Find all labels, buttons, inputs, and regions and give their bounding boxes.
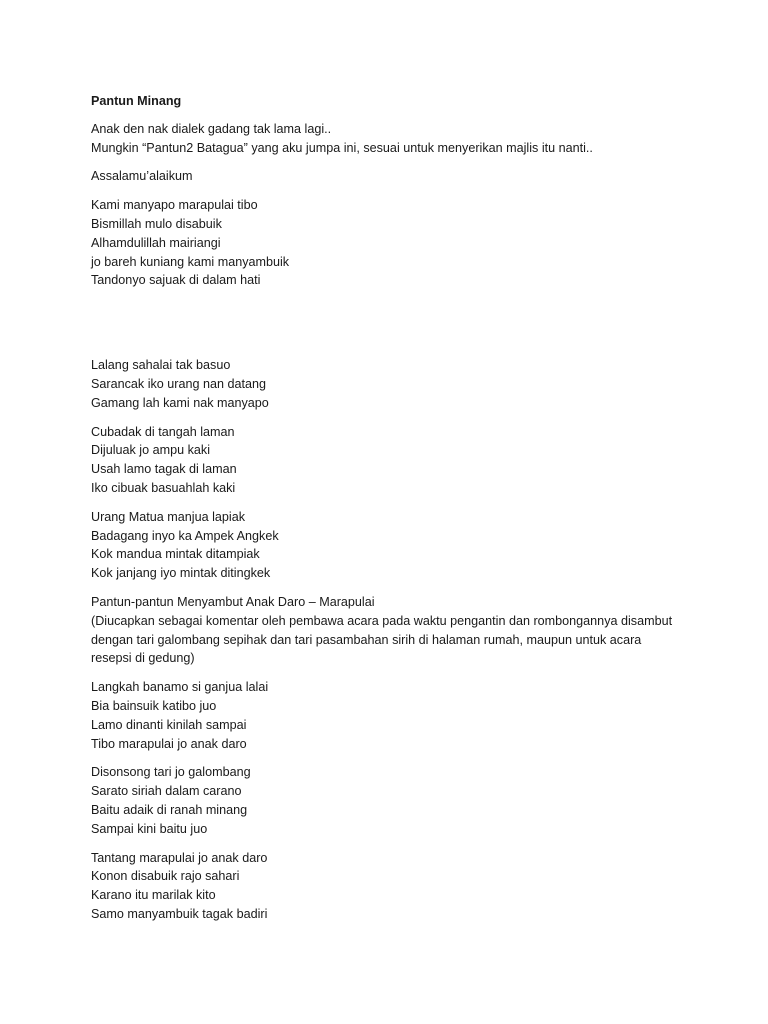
stanza-line: Kok janjang iyo mintak ditingkek xyxy=(91,566,271,581)
intro-line: Anak den nak dialek gadang tak lama lagi.. xyxy=(91,121,332,136)
document-body xyxy=(91,92,681,934)
stanza-4 xyxy=(91,508,681,583)
stanza-line: Tibo marapulai jo anak daro xyxy=(91,736,247,751)
stanza-line: Urang Matua manjua lapiak xyxy=(91,509,246,524)
section-heading: Pantun-pantun Menyambut Anak Daro – Marapulai xyxy=(91,594,375,609)
stanza-3 xyxy=(91,423,681,498)
blank-space xyxy=(91,300,681,356)
stanza-line: Cubadak di tangah laman xyxy=(91,424,235,439)
stanza-line: Baitu adaik di ranah minang xyxy=(91,802,248,817)
stanza-7 xyxy=(91,849,681,924)
section-note-line: resepsi di gedung) xyxy=(91,651,195,666)
stanza-line: Lalang sahalai tak basuo xyxy=(91,358,231,373)
stanza-line: Lamo dinanti kinilah sampai xyxy=(91,717,247,732)
greeting-paragraph xyxy=(91,167,681,186)
stanza-line: Samo manyambuik tagak badiri xyxy=(91,906,268,921)
stanza-6 xyxy=(91,763,681,838)
stanza-line: Bia bainsuik katibo juo xyxy=(91,698,217,713)
stanza-line: Disonsong tari jo galombang xyxy=(91,765,251,780)
stanza-line: Karano itu marilak kito xyxy=(91,888,216,903)
stanza-line: Kami manyapo marapulai tibo xyxy=(91,198,258,213)
stanza-line: Usah lamo tagak di laman xyxy=(91,462,237,477)
intro-paragraph xyxy=(91,120,681,158)
stanza-line: Alhamdulillah mairiangi xyxy=(91,235,221,250)
stanza-2 xyxy=(91,356,681,412)
stanza-line: Tantang marapulai jo anak daro xyxy=(91,850,268,865)
section-intro xyxy=(91,593,681,668)
greeting-text: Assalamu’alaikum xyxy=(91,169,193,184)
stanza-5 xyxy=(91,678,681,753)
stanza-line: Langkah banamo si ganjua lalai xyxy=(91,680,269,695)
stanza-1 xyxy=(91,196,681,290)
stanza-line: Konon disabuik rajo sahari xyxy=(91,869,240,884)
section-note-line: dengan tari galombang sepihak dan tari pasambahan sirih di halaman rumah, maupun untuk acara xyxy=(91,632,642,647)
stanza-line: Sarato siriah dalam carano xyxy=(91,784,242,799)
stanza-line: Gamang lah kami nak manyapo xyxy=(91,395,269,410)
stanza-line: Sampai kini baitu juo xyxy=(91,821,208,836)
stanza-line: Iko cibuak basuahlah kaki xyxy=(91,480,236,495)
intro-line: Mungkin “Pantun2 Batagua” yang aku jumpa ini, sesuai untuk menyerikan majlis itu nanti.. xyxy=(91,140,593,155)
stanza-line: Sarancak iko urang nan datang xyxy=(91,376,267,391)
stanza-line: Bismillah mulo disabuik xyxy=(91,216,222,231)
document-title xyxy=(91,92,681,111)
stanza-line: Kok mandua mintak ditampiak xyxy=(91,547,260,562)
stanza-line: Dijuluak jo ampu kaki xyxy=(91,443,210,458)
section-note-line: (Diucapkan sebagai komentar oleh pembawa acara pada waktu pengantin dan rombongannya disambut xyxy=(91,613,673,628)
stanza-line: jo bareh kuniang kami manyambuik xyxy=(91,254,290,269)
title-text: Pantun Minang xyxy=(91,94,182,108)
stanza-line: Badagang inyo ka Ampek Angkek xyxy=(91,528,279,543)
stanza-line: Tandonyo sajuak di dalam hati xyxy=(91,273,261,288)
